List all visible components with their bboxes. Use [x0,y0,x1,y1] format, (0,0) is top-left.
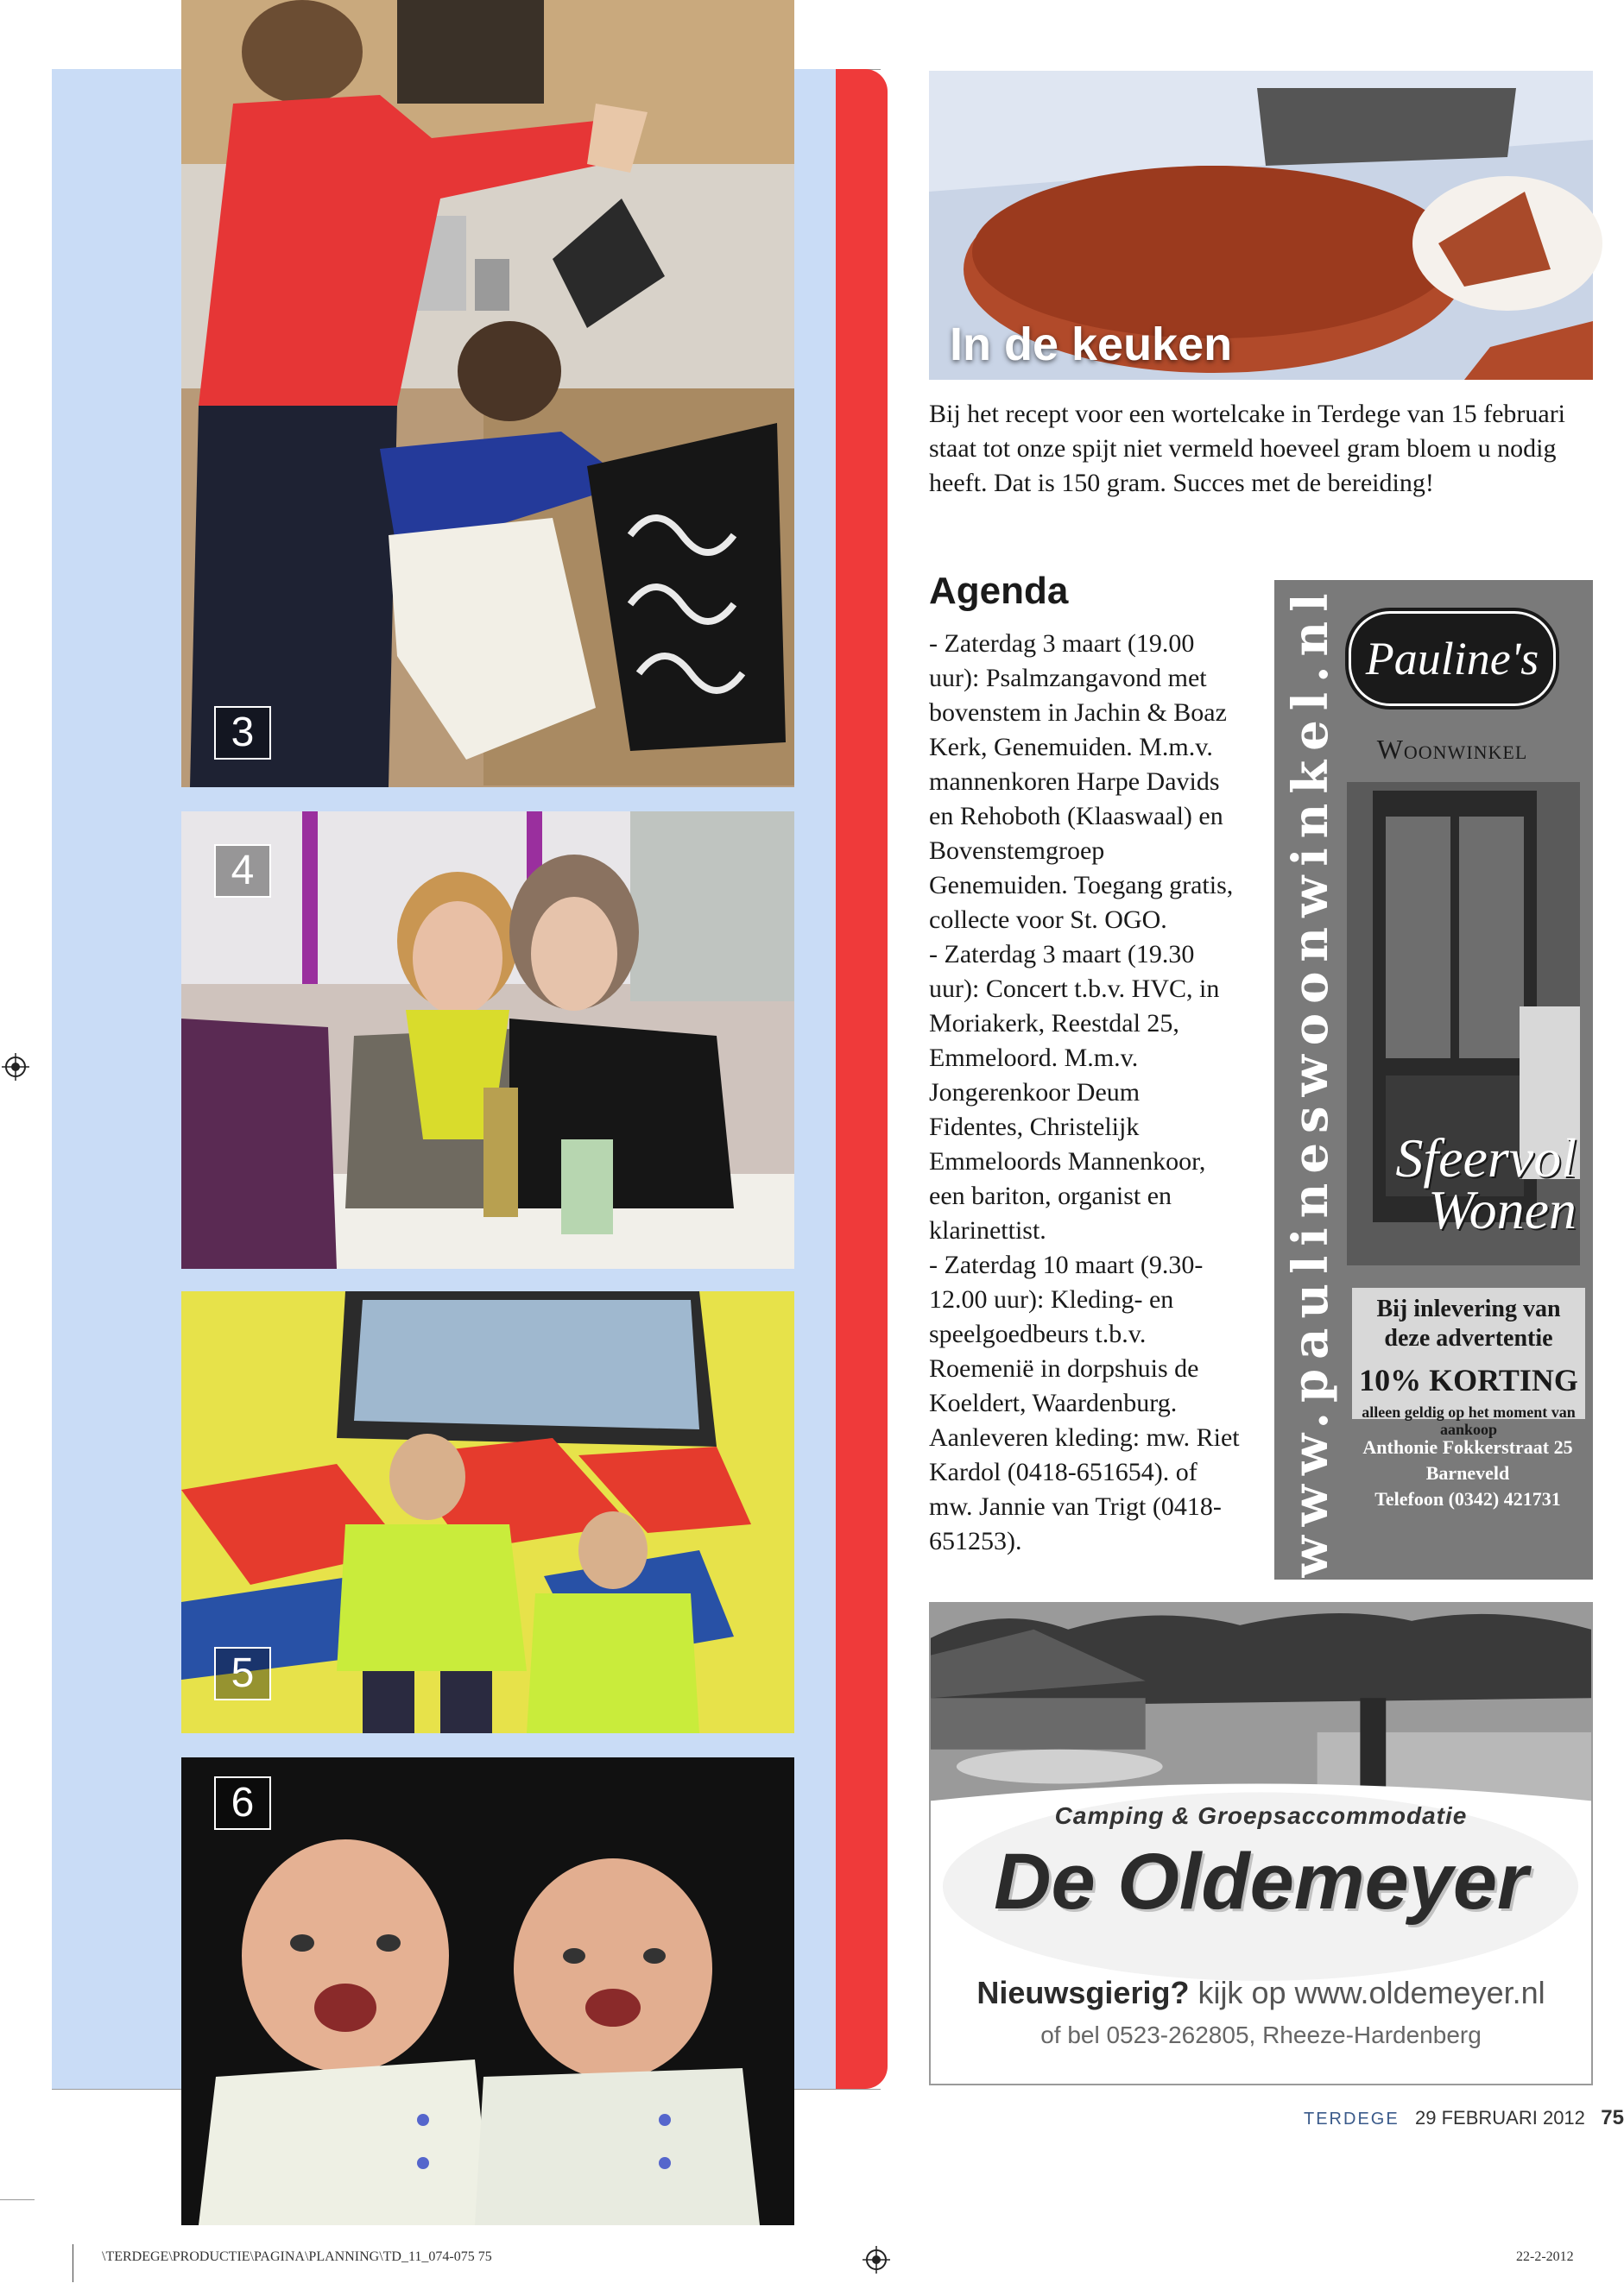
agenda-title: Agenda [929,570,1069,612]
registration-mark-icon [863,2246,890,2274]
ad-url-vertical[interactable] [1282,583,1339,1578]
photo-number-badge: 3 [214,706,271,760]
agenda-list [929,627,1240,1559]
photo-3 [181,0,794,787]
paulines-subtitle: Woonwinkel [1376,734,1528,765]
kitchen-photo [929,71,1593,380]
paulines-logo: Pauline's [1349,611,1556,706]
ad-cta-bold: Nieuwsgierig? [976,1975,1190,2010]
print-slug-path: \TERDEGE\PRODUCTIE\PAGINA\PLANNING\TD_11_074-075 75 [102,2249,492,2264]
page-number: 75 [1601,2106,1624,2129]
photo-5 [181,1291,794,1733]
ad-cta-link[interactable]: kijk op www.oldemeyer.nl [1189,1975,1545,2010]
offer-line: Bij inlevering van deze advertentie [1376,1296,1561,1352]
address-city: Barneveld [1425,1462,1510,1484]
crop-mark-left [0,2199,35,2200]
photo-number-badge: 4 [214,844,271,898]
agenda-item: - Zaterdag 3 maart (19.30 uur): Concert t.b.v. HVC, in Moriakerk, Reestdal 25, Emmeloord. M.m.v. Jongerenkoor Deum Fidentes, Christelijk Emmeloords Mannenkoor, een bariton, organist en klarinettist. [929,940,1220,1245]
address-street: Anthonie Fokkerstraat 25 [1362,1436,1573,1458]
photo-number-badge: 6 [214,1776,271,1830]
ad-contact: of bel 0523-262805, Rheeze-Hardenberg [1040,2022,1482,2048]
discount-text: 10% KORTING [1359,1363,1578,1397]
discount-box [1352,1288,1585,1438]
ad-slogan [1361,1127,1577,1240]
red-accent-bar [836,69,888,2089]
ad-cta[interactable] [931,1975,1591,2011]
offer-condition: alleen geldig op het moment van aankoop [1362,1403,1576,1438]
paulines-advertisement[interactable] [1274,580,1593,1580]
address-phone: Telefoon (0342) 421731 [1374,1488,1561,1510]
photo-number-badge: 5 [214,1647,271,1700]
ad-slogan-line: Sfeervol [1395,1127,1577,1189]
agenda-item: - Zaterdag 10 maart (9.30-12.00 uur): Kleding- en speelgoedbeurs t.b.v. Roemenië in dorpshuis de Koeldert, Waardenburg. Aanleveren kleding: mw. Riet Kardol (0418-651654). of mw. Jannie van Trigt (0418-651253). [929,1251,1240,1555]
issue-date: 29 FEBRUARI 2012 [1415,2107,1585,2129]
registration-mark-icon [2,1053,29,1081]
oldemeyer-advertisement[interactable] [929,1602,1593,2085]
agenda-item: - Zaterdag 3 maart (19.00 uur): Psalmzangavond met bovenstem in Jachin & Boaz Kerk, Genemuiden. M.m.v. mannenkoren Harpe Davids en Rehoboth (Klaaswaal) en Bovenstemgroep Genemuiden. Toegang gratis, collecte voor St. OGO. [929,629,1234,934]
kitchen-text: Bij het recept voor een wortelcake in Terdege van 15 februari staat tot onze spijt niet vermeld hoeveel gram bloem u nodig heeft. Dat is 150 gram. Succes met de bereiding! [929,400,1566,497]
photo-4 [181,811,794,1269]
ad-slogan-line: Wonen [1428,1179,1577,1240]
kitchen-title: In de keuken [950,319,1233,370]
print-slug-date: 22-2-2012 [1516,2249,1574,2264]
magazine-name: TERDEGE [1304,2110,1400,2129]
oldemeyer-logo: De Oldemeyer [994,1838,1528,1926]
page-footer [1304,2106,1624,2130]
ad-url-text[interactable]: www.paulineswoonwinkel.nl [1282,583,1339,1578]
ad-address [1347,1435,1589,1512]
photo-6 [181,1757,794,2225]
ad-category: Camping & Groepsaccommodatie [1054,1802,1468,1829]
